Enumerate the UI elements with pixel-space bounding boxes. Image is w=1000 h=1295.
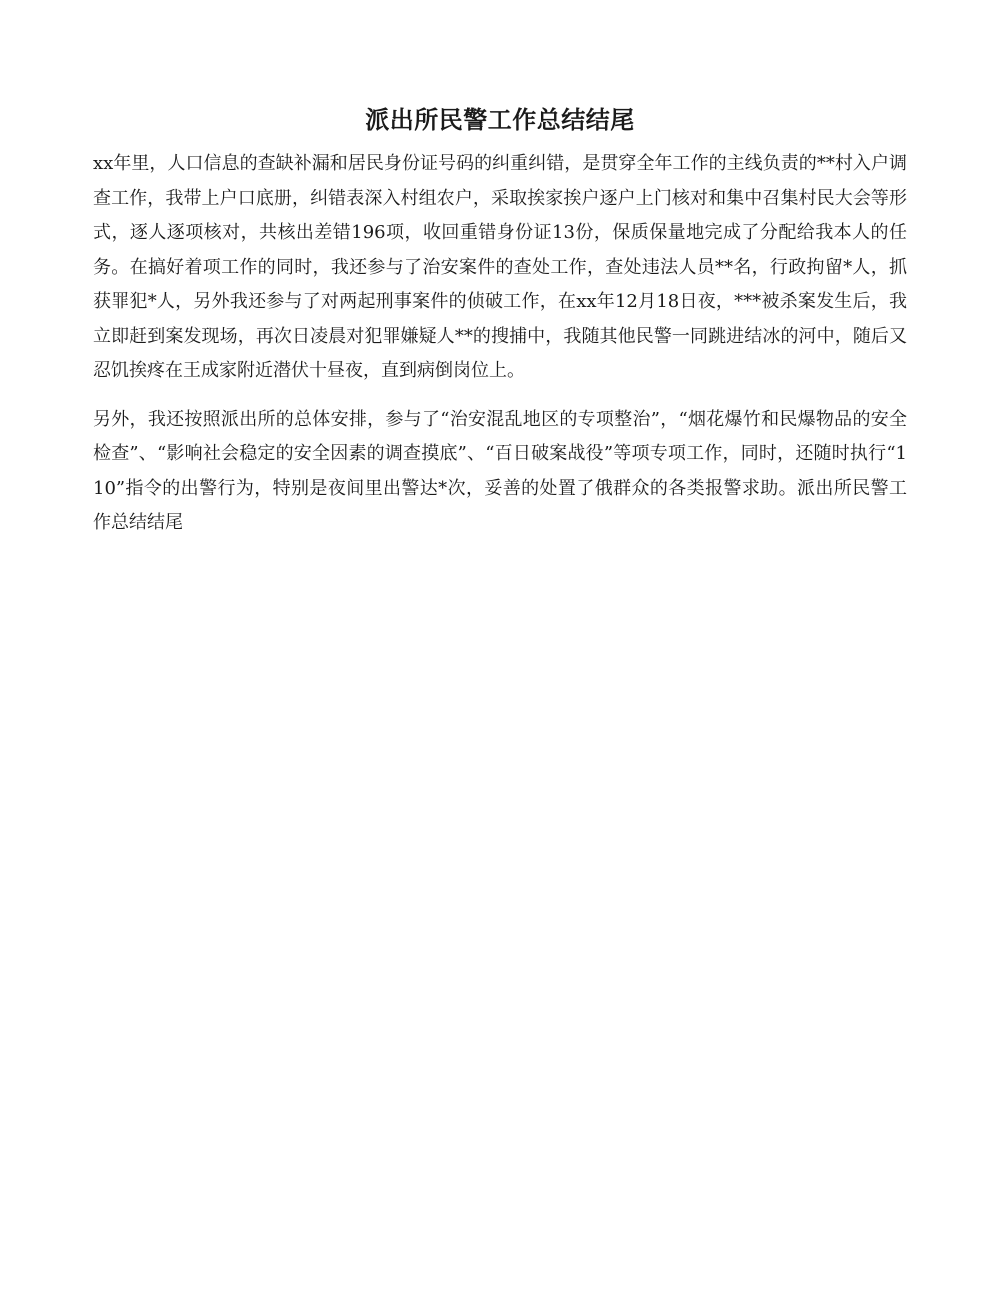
body-paragraph-1: xx年里，人口信息的查缺补漏和居民身份证号码的纠重纠错，是贯穿全年工作的主线负责的**村入户调查工作，我带上户口底册，纠错表深入村组农户，采取挨家挨户逐户上门核对和集中召集村民大会等形式，逐人逐项核对，共核出差错196项，收回重错身份证13份，保质保量地完成了分配给我本人的任务。在搞好着项工作的同时，我还参与了治安案件的查处工作，查处违法人员**名，行政拘留*人，抓获罪犯*人，另外我还参与了对两起刑事案件的侦破工作，在xx年12月18日夜，***被杀案发生后，我立即赶到案发现场，再次日凌晨对犯罪嫌疑人**的搜捕中，我随其他民警一同跳进结冰的河中，随后又忍饥挨疼在王成家附近潜伏十昼夜，直到病倒岗位上。: [93, 153, 907, 381]
document-body: [93, 147, 907, 541]
body-paragraph-2: 另外，我还按照派出所的总体安排，参与了“治安混乱地区的专项整治”，“烟花爆竹和民爆物品的安全检查”、“影响社会稳定的安全因素的调查摸底”、“百日破案战役”等项专项工作，同时，还随时执行“110”指令的出警行为，特别是夜间里出警达*次，妥善的处置了俄群众的各类报警求助。派出所民警工作总结结尾: [93, 408, 907, 533]
document-title: 派出所民警工作总结结尾: [365, 105, 635, 134]
